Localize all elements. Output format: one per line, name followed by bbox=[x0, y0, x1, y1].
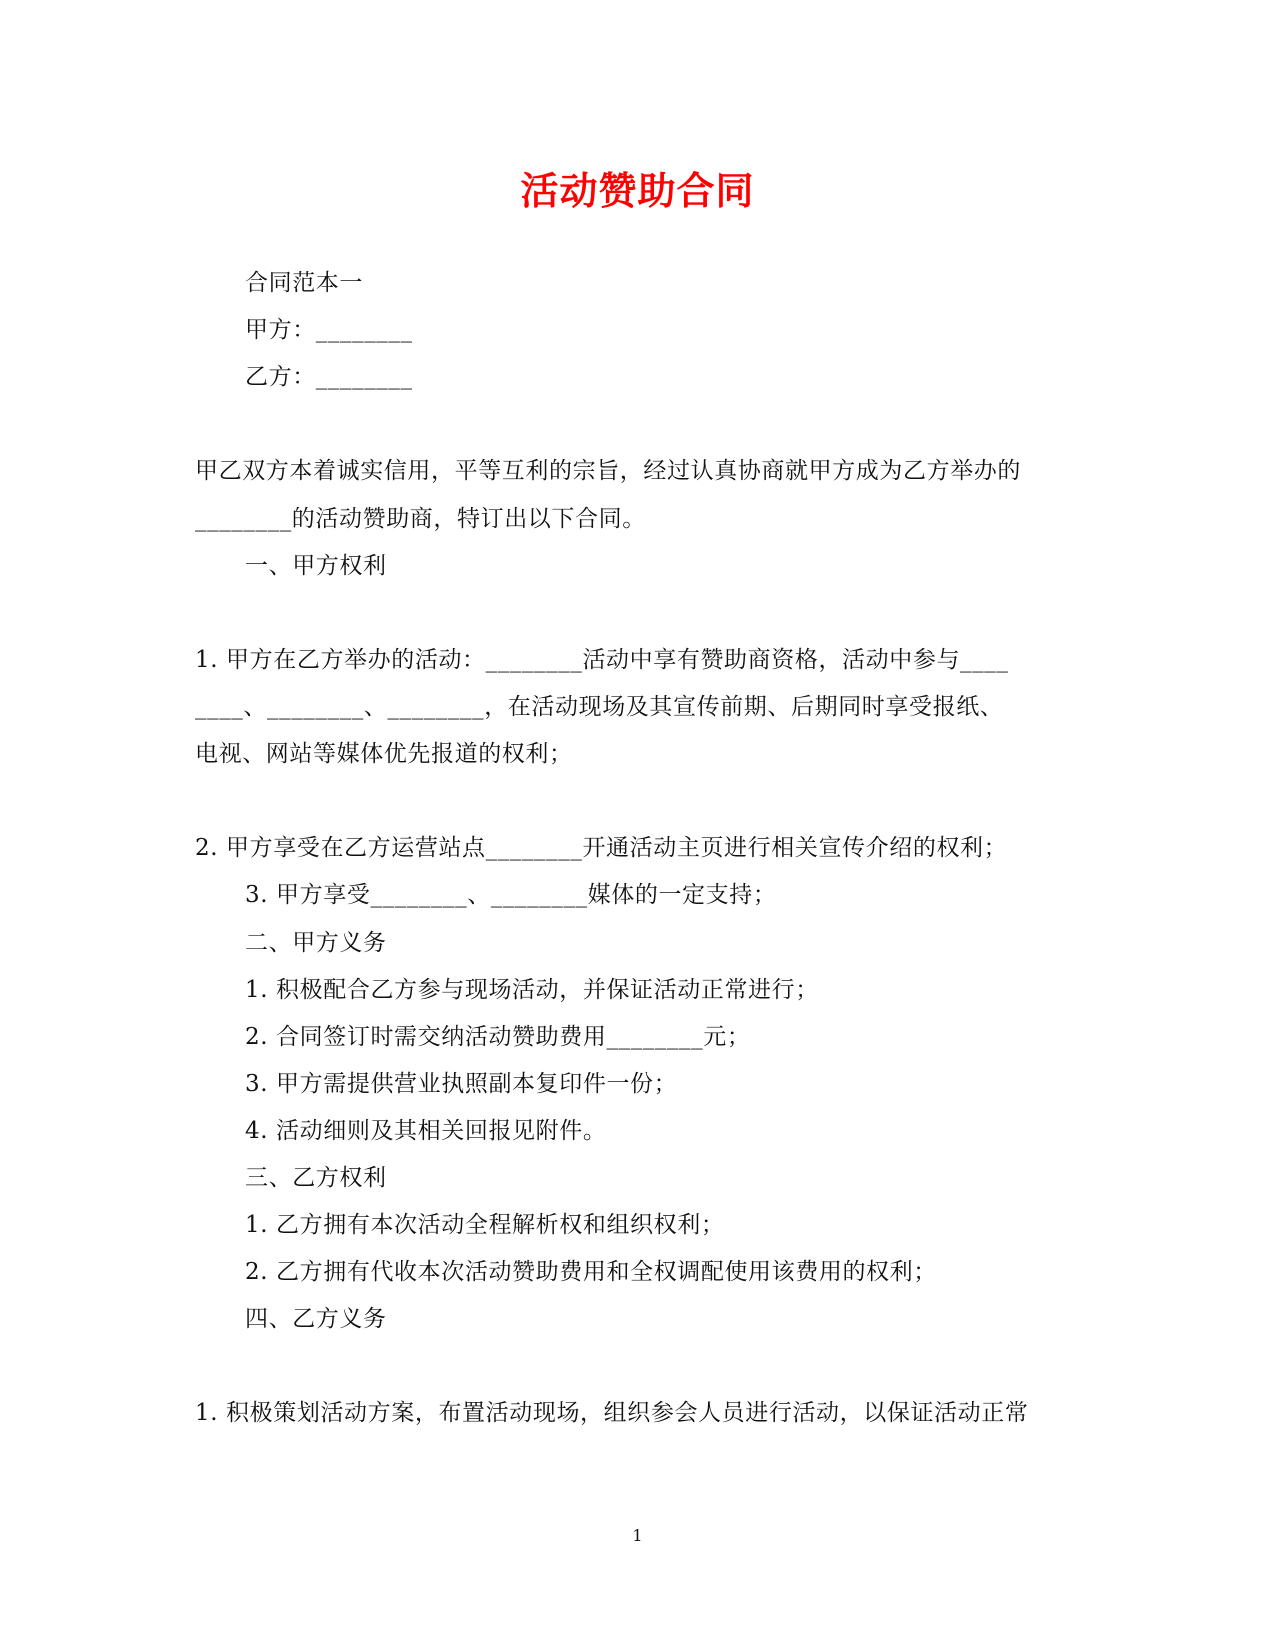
page-number: 1 bbox=[632, 1526, 643, 1545]
clause-a1-line-3: 电视、网站等媒体优先报道的权利； bbox=[195, 741, 573, 767]
section-heading-1: 一、甲方权利 bbox=[245, 553, 387, 579]
clause-c2: 2. 乙方拥有代收本次活动赞助费用和全权调配使用该费用的权利； bbox=[245, 1259, 937, 1285]
document-title: 活动赞助合同 bbox=[520, 169, 755, 213]
clause-c1: 1. 乙方拥有本次活动全程解析权和组织权利； bbox=[245, 1212, 725, 1238]
clause-a1-line-1: 1. 甲方在乙方举办的活动：________活动中享有赞助商资格，活动中参与____ bbox=[195, 647, 1009, 673]
clause-b4: 4. 活动细则及其相关回报见附件。 bbox=[245, 1118, 607, 1144]
section-heading-3: 三、乙方权利 bbox=[245, 1165, 387, 1191]
party-a-line: 甲方：________ bbox=[245, 317, 413, 343]
clause-a1-line-2: ____、________、________，在活动现场及其宣传前期、后期同时享受报纸、 bbox=[195, 694, 1004, 720]
preamble-line-1: 甲乙双方本着诚实信用，平等互利的宗旨，经过认真协商就甲方成为乙方举办的 bbox=[195, 458, 1021, 484]
subtitle-template: 合同范本一 bbox=[245, 270, 363, 296]
clause-b1: 1. 积极配合乙方参与现场活动，并保证活动正常进行； bbox=[245, 977, 819, 1003]
preamble-line-2: ________的活动赞助商，特订出以下合同。 bbox=[195, 506, 646, 532]
section-heading-2: 二、甲方义务 bbox=[245, 930, 387, 956]
clause-a3: 3. 甲方享受________、________媒体的一定支持； bbox=[245, 882, 777, 908]
clause-a2: 2. 甲方享受在乙方运营站点________开通活动主页进行相关宣传介绍的权利； bbox=[195, 835, 1008, 861]
party-b-line: 乙方：________ bbox=[245, 364, 413, 390]
clause-d1-line-1: 1. 积极策划活动方案，布置活动现场，组织参会人员进行活动，以保证活动正常 bbox=[195, 1400, 1029, 1426]
clause-b2: 2. 合同签订时需交纳活动赞助费用________元； bbox=[245, 1024, 751, 1050]
clause-b3: 3. 甲方需提供营业执照副本复印件一份； bbox=[245, 1071, 678, 1097]
section-heading-4: 四、乙方义务 bbox=[245, 1306, 387, 1332]
